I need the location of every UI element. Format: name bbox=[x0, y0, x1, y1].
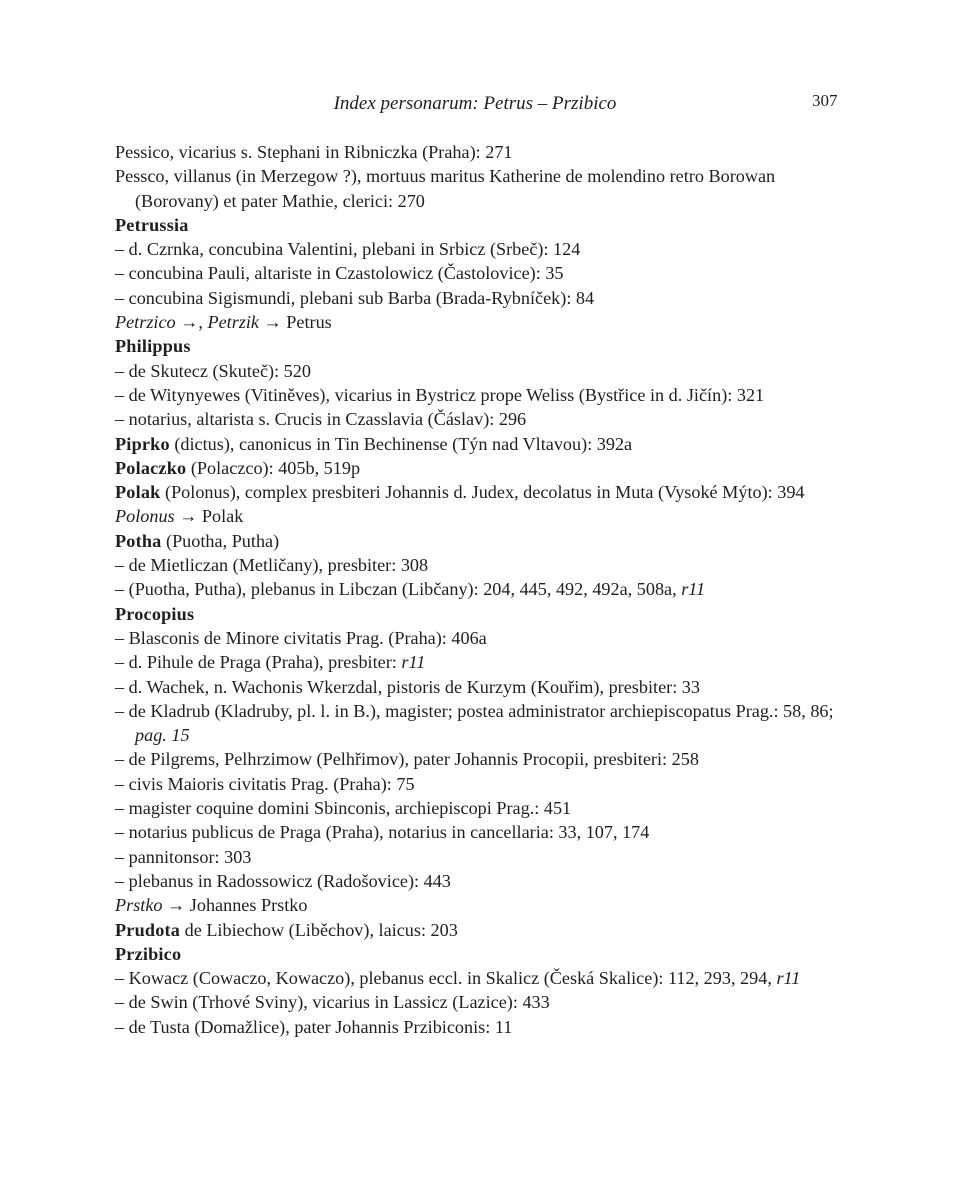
index-subentry: – magister coquine domini Sbinconis, archiepiscopi Prag.: 451 bbox=[115, 798, 572, 819]
index-subentry: – Blasconis de Minore civitatis Prag. (Praha): 406a bbox=[115, 627, 487, 648]
index-heading-entry: Polak (Polonus), complex presbiteri Johannis d. Judex, decolatus in Muta (Vysoké Mýto): 394 bbox=[115, 482, 805, 503]
index-subentry: – Kowacz (Cowaczo, Kowaczo), plebanus eccl. in Skalicz (Česká Skalice): 112, 293, 294, r11 bbox=[115, 968, 801, 989]
page-reference: pag. 15 bbox=[135, 725, 190, 746]
cross-reference-arrow: →, bbox=[175, 312, 208, 333]
index-subentry: – concubina Sigismundi, plebani sub Barba (Brada-Rybníček): 84 bbox=[115, 287, 595, 308]
index-subentry: – de Kladrub (Kladruby, pl. l. in B.), magister; postea administrator archiepiscopatus Prag.: 58, 86; pag. 15 bbox=[115, 700, 834, 746]
running-header-title: Index personarum: Petrus – Przibico bbox=[333, 93, 617, 114]
index-subentry: – de Pilgrems, Pelhrzimow (Pelhřimov), pater Johannis Procopii, presbiteri: 258 bbox=[115, 749, 699, 770]
cross-reference-entry bbox=[115, 504, 840, 528]
cross-reference-target: Petrus bbox=[286, 312, 332, 333]
index-heading-entry: Potha (Puotha, Putha) bbox=[115, 530, 280, 551]
index-heading-entry: Piprko (dictus), canonicus in Tin Bechinense (Týn nad Vltavou): 392a bbox=[115, 433, 633, 454]
index-entry: Pessco, villanus (in Merzegow ?), mortuus maritus Katherine de molendino retro Borowan (Borovany) et pater Mathie, clerici: 270 bbox=[115, 166, 776, 211]
index-heading-entry bbox=[115, 602, 840, 626]
index-subentry: – d. Pihule de Praga (Praha), presbiter: r11 bbox=[115, 652, 426, 673]
index-heading-entry bbox=[115, 942, 840, 966]
headword: Piprko bbox=[115, 433, 170, 454]
headword: Polaczko bbox=[115, 457, 187, 478]
index-subentry: – de Mietliczan (Metličany), presbiter: 308 bbox=[115, 555, 429, 576]
index-subentry: – de Swin (Trhové Sviny), vicarius in Lassicz (Lazice): 433 bbox=[115, 992, 550, 1013]
headword: Polak bbox=[115, 482, 161, 503]
index-subentry: – plebanus in Radossowicz (Radošovice): 443 bbox=[115, 870, 451, 891]
index-heading-entry: Prudota de Libiechow (Liběchov), laicus: 203 bbox=[115, 919, 458, 940]
index-subentry: – pannitonsor: 303 bbox=[115, 846, 252, 867]
index-entry: Pessico, vicarius s. Stephani in Ribniczka (Praha): 271 bbox=[115, 142, 513, 162]
cross-reference-arrow: → bbox=[174, 506, 202, 527]
index-subentry: – d. Czrnka, concubina Valentini, plebani in Srbicz (Srbeč): 124 bbox=[115, 239, 581, 260]
cross-reference-entry bbox=[115, 310, 840, 334]
index-heading-entry: Polaczko (Polaczco): 405b, 519p bbox=[115, 457, 361, 478]
cross-reference-arrow: → bbox=[162, 895, 190, 916]
cross-reference-target: Polak bbox=[201, 506, 244, 527]
index-subentry: – d. Wachek, n. Wachonis Wkerzdal, pistoris de Kurzym (Kouřim), presbiter: 33 bbox=[115, 676, 700, 697]
cross-reference-arrow: → bbox=[258, 312, 287, 333]
register-reference: r11 bbox=[776, 968, 801, 989]
index-subentry: – notarius, altarista s. Crucis in Czasslavia (Čáslav): 296 bbox=[115, 409, 527, 430]
index-heading-entry bbox=[115, 213, 840, 237]
page-number: 307 bbox=[812, 91, 838, 110]
cross-reference-name: Prstko bbox=[115, 895, 163, 916]
cross-reference-name: Polonus bbox=[115, 506, 175, 527]
cross-reference-entry bbox=[115, 893, 840, 917]
register-reference: r11 bbox=[401, 652, 426, 673]
headword: Philippus bbox=[115, 336, 191, 357]
headword: Potha bbox=[115, 530, 162, 551]
headword: Petrussia bbox=[115, 214, 189, 235]
index-subentry: – de Witynyewes (Vitiněves), vicarius in Bystricz prope Weliss (Bystřice in d. Jičín): 321 bbox=[115, 384, 765, 405]
index-subentry: – civis Maioris civitatis Prag. (Praha): 75 bbox=[115, 773, 415, 794]
cross-reference-name: Petrzik bbox=[207, 312, 259, 333]
index-entries bbox=[115, 140, 840, 1039]
register-reference: r11 bbox=[681, 579, 706, 600]
headword: Prudota bbox=[115, 919, 181, 940]
index-subentry: – notarius publicus de Praga (Praha), notarius in cancellaria: 33, 107, 174 bbox=[115, 822, 650, 843]
headword: Procopius bbox=[115, 603, 195, 624]
index-subentry: – de Skutecz (Skuteč): 520 bbox=[115, 360, 311, 381]
cross-reference-target: Johannes Prstko bbox=[189, 895, 308, 916]
index-subentry: – concubina Pauli, altariste in Czastolowicz (Častolovice): 35 bbox=[115, 263, 564, 284]
index-subentry: – de Tusta (Domažlice), pater Johannis Przibiconis: 11 bbox=[115, 1016, 513, 1037]
index-subentry: – (Puotha, Putha), plebanus in Libczan (Libčany): 204, 445, 492, 492a, 508a, r11 bbox=[115, 579, 706, 600]
headword: Przibico bbox=[115, 943, 182, 964]
index-heading-entry bbox=[115, 334, 840, 358]
page-header bbox=[0, 91, 960, 119]
cross-reference-name: Petrzico bbox=[115, 312, 176, 333]
